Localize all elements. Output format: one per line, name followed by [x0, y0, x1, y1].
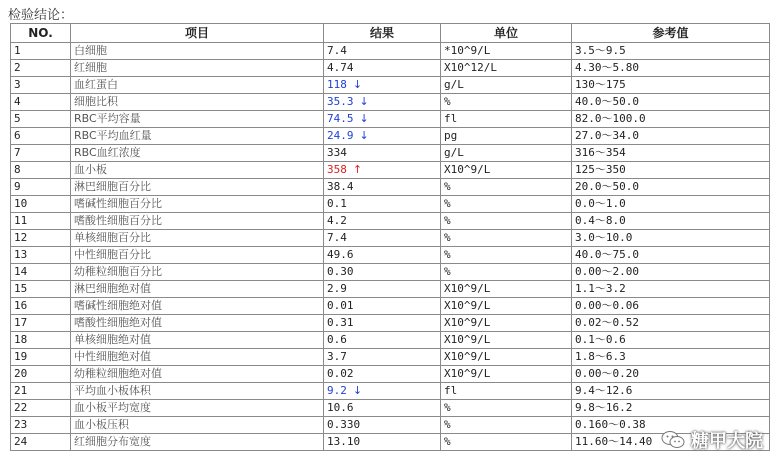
result-number: 358 [327, 163, 347, 176]
result-value [324, 43, 441, 60]
result-value [324, 111, 441, 128]
row-number: 15 [11, 281, 71, 298]
row-number: 18 [11, 332, 71, 349]
table-row [11, 60, 770, 77]
reference-range: 125～350 [572, 162, 770, 179]
test-item-name: RBC平均容量 [71, 111, 324, 128]
result-number: 24.9 [327, 129, 354, 142]
unit-value: % [441, 213, 572, 230]
result-value [324, 315, 441, 332]
table-row [11, 349, 770, 366]
reference-range: 40.0～75.0 [572, 247, 770, 264]
result-value [324, 94, 441, 111]
test-item-name: 淋巴细胞绝对值 [71, 281, 324, 298]
table-row [11, 247, 770, 264]
unit-value: % [441, 94, 572, 111]
row-number: 16 [11, 298, 71, 315]
watermark [661, 427, 763, 453]
row-number: 17 [11, 315, 71, 332]
result-number: 0.02 [327, 367, 354, 380]
arrow-down-icon: ↓ [352, 78, 363, 91]
reference-range: 0.4～8.0 [572, 213, 770, 230]
test-item-name: 中性细胞百分比 [71, 247, 324, 264]
table-row [11, 111, 770, 128]
row-number: 5 [11, 111, 71, 128]
row-number: 8 [11, 162, 71, 179]
table-row [11, 179, 770, 196]
unit-value: X10^9/L [441, 349, 572, 366]
table-row [11, 366, 770, 383]
table-row [11, 196, 770, 213]
table-header-row [11, 24, 770, 43]
arrow-down-icon: ↓ [352, 384, 363, 397]
row-number: 1 [11, 43, 71, 60]
row-number: 14 [11, 264, 71, 281]
unit-value: X10^9/L [441, 366, 572, 383]
unit-value: X10^9/L [441, 315, 572, 332]
reference-range: 3.0～10.0 [572, 230, 770, 247]
reference-range: 1.1～3.2 [572, 281, 770, 298]
table-row [11, 128, 770, 145]
test-item-name: 幼稚粒细胞百分比 [71, 264, 324, 281]
reference-range: 0.02～0.52 [572, 315, 770, 332]
reference-range: 0.1～0.6 [572, 332, 770, 349]
row-number: 12 [11, 230, 71, 247]
result-value [324, 128, 441, 145]
test-item-name: 中性细胞绝对值 [71, 349, 324, 366]
result-number: 0.31 [327, 316, 354, 329]
reference-range: 9.8～16.2 [572, 400, 770, 417]
result-value [324, 349, 441, 366]
table-row [11, 298, 770, 315]
arrow-down-icon: ↓ [359, 112, 369, 125]
row-number: 11 [11, 213, 71, 230]
reference-range: 316～354 [572, 145, 770, 162]
unit-value: g/L [441, 145, 572, 162]
test-item-name: 白细胞 [71, 43, 324, 60]
test-item-name: 嗜碱性细胞绝对值 [71, 298, 324, 315]
result-number: 10.6 [327, 401, 354, 414]
result-value [324, 366, 441, 383]
unit-value: g/L [441, 77, 572, 94]
table-row [11, 77, 770, 94]
unit-value: fl [441, 383, 572, 400]
result-number: 3.7 [327, 350, 347, 363]
unit-value: X10^9/L [441, 298, 572, 315]
result-value [324, 247, 441, 264]
test-item-name: 淋巴细胞百分比 [71, 179, 324, 196]
reference-range: 0.00～2.00 [572, 264, 770, 281]
unit-value: pg [441, 128, 572, 145]
watermark-text: 糖甲大院 [691, 431, 763, 452]
table-body [11, 43, 770, 451]
reference-range: 40.0～50.0 [572, 94, 770, 111]
result-value [324, 77, 441, 94]
test-item-name: 平均血小板体积 [71, 383, 324, 400]
result-value [324, 400, 441, 417]
row-number: 9 [11, 179, 71, 196]
unit-value: % [441, 247, 572, 264]
result-value [324, 145, 441, 162]
test-item-name: 红细胞分布宽度 [71, 434, 324, 451]
test-item-name: 血小板压积 [71, 417, 324, 434]
reference-range: 27.0～34.0 [572, 128, 770, 145]
row-number: 3 [11, 77, 71, 94]
test-item-name: 幼稚粒细胞绝对值 [71, 366, 324, 383]
result-number: 118 [327, 78, 347, 91]
unit-value: X10^9/L [441, 332, 572, 349]
arrow-down-icon: ↓ [359, 129, 369, 142]
result-number: 38.4 [327, 180, 354, 193]
row-number: 21 [11, 383, 71, 400]
unit-value: *10^9/L [441, 43, 572, 60]
unit-value: % [441, 417, 572, 434]
row-number: 13 [11, 247, 71, 264]
table-row [11, 332, 770, 349]
unit-value: fl [441, 111, 572, 128]
reference-range: 0.0～1.0 [572, 196, 770, 213]
table-row [11, 230, 770, 247]
row-number: 22 [11, 400, 71, 417]
unit-value: % [441, 179, 572, 196]
row-number: 4 [11, 94, 71, 111]
test-item-name: RBC平均血红量 [71, 128, 324, 145]
table-row [11, 145, 770, 162]
result-number: 0.01 [327, 299, 354, 312]
table-row [11, 417, 770, 434]
test-item-name: 嗜酸性细胞绝对值 [71, 315, 324, 332]
reference-range: 0.00～0.06 [572, 298, 770, 315]
test-item-name: 细胞比积 [71, 94, 324, 111]
lab-results-table [10, 23, 770, 451]
report-heading: 检验结论： [8, 8, 74, 23]
test-item-name: 单核细胞绝对值 [71, 332, 324, 349]
reference-range: 4.30～5.80 [572, 60, 770, 77]
result-number: 4.2 [327, 214, 347, 227]
result-value [324, 434, 441, 451]
row-number: 10 [11, 196, 71, 213]
result-value [324, 213, 441, 230]
unit-value: X10^9/L [441, 162, 572, 179]
result-value [324, 383, 441, 400]
unit-value: % [441, 434, 572, 451]
col-header-item: 项目 [71, 24, 324, 43]
reference-range: 11.60～14.40 [572, 434, 770, 451]
col-header-unit: 单位 [441, 24, 572, 43]
col-header-no: NO. [11, 24, 71, 43]
result-value [324, 179, 441, 196]
result-value [324, 162, 441, 179]
arrow-down-icon: ↓ [359, 95, 369, 108]
row-number: 20 [11, 366, 71, 383]
result-value [324, 196, 441, 213]
result-value [324, 417, 441, 434]
result-number: 49.6 [327, 248, 354, 261]
result-value [324, 298, 441, 315]
row-number: 6 [11, 128, 71, 145]
reference-range: 9.4～12.6 [572, 383, 770, 400]
reference-range: 82.0～100.0 [572, 111, 770, 128]
result-number: 2.9 [327, 282, 347, 295]
table-row [11, 162, 770, 179]
reference-range: 3.5～9.5 [572, 43, 770, 60]
unit-value: % [441, 230, 572, 247]
result-value [324, 230, 441, 247]
reference-range: 20.0～50.0 [572, 179, 770, 196]
result-value [324, 332, 441, 349]
reference-range: 130～175 [572, 77, 770, 94]
unit-value: % [441, 400, 572, 417]
row-number: 19 [11, 349, 71, 366]
result-number: 4.74 [327, 61, 354, 74]
result-number: 9.2 [327, 384, 347, 397]
result-number: 0.330 [327, 418, 361, 431]
result-number: 35.3 [327, 95, 354, 108]
unit-value: % [441, 196, 572, 213]
result-number: 74.5 [327, 112, 354, 125]
result-number: 7.4 [327, 44, 347, 57]
test-item-name: 嗜碱性细胞百分比 [71, 196, 324, 213]
result-value [324, 264, 441, 281]
result-number: 7.4 [327, 231, 347, 244]
table-row [11, 434, 770, 451]
row-number: 24 [11, 434, 71, 451]
test-item-name: 血红蛋白 [71, 77, 324, 94]
row-number: 23 [11, 417, 71, 434]
reference-range: 1.8～6.3 [572, 349, 770, 366]
table-row [11, 281, 770, 298]
table-row [11, 315, 770, 332]
test-item-name: 单核细胞百分比 [71, 230, 324, 247]
result-number: 0.1 [327, 197, 347, 210]
table-row [11, 400, 770, 417]
test-item-name: 红细胞 [71, 60, 324, 77]
unit-value: % [441, 264, 572, 281]
result-value [324, 60, 441, 77]
col-header-reference: 参考值 [572, 24, 770, 43]
result-number: 13.10 [327, 435, 361, 448]
result-number: 334 [327, 146, 347, 159]
table-row [11, 94, 770, 111]
test-item-name: 嗜酸性细胞百分比 [71, 213, 324, 230]
reference-range: 0.160～0.38 [572, 417, 770, 434]
unit-value: X10^12/L [441, 60, 572, 77]
test-item-name: 血小板平均宽度 [71, 400, 324, 417]
result-number: 0.6 [327, 333, 347, 346]
table-row [11, 43, 770, 60]
table-row [11, 213, 770, 230]
col-header-result: 结果 [324, 24, 441, 43]
reference-range: 0.00～0.20 [572, 366, 770, 383]
result-number: 0.30 [327, 265, 354, 278]
test-item-name: RBC血红浓度 [71, 145, 324, 162]
arrow-up-icon: ↑ [352, 163, 363, 176]
row-number: 2 [11, 60, 71, 77]
table-row [11, 383, 770, 400]
result-value [324, 281, 441, 298]
row-number: 7 [11, 145, 71, 162]
table-row [11, 264, 770, 281]
unit-value: X10^9/L [441, 281, 572, 298]
test-item-name: 血小板 [71, 162, 324, 179]
wechat-icon [661, 430, 685, 450]
